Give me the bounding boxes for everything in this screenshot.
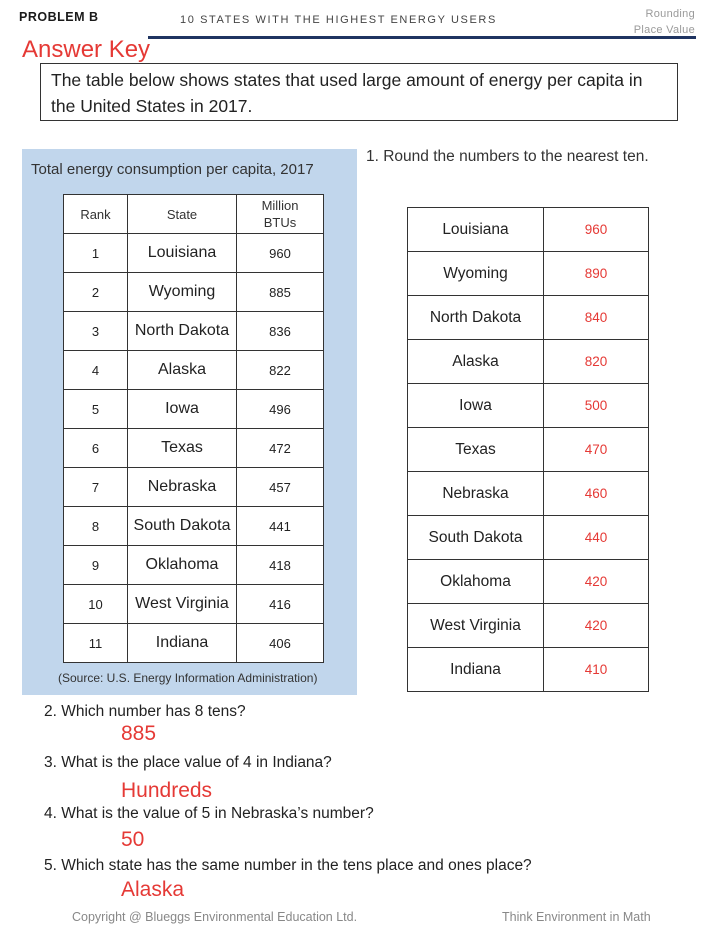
state-cell: Louisiana <box>408 208 544 252</box>
rank-cell: 7 <box>64 468 128 507</box>
rounded-table <box>407 207 649 692</box>
state-cell: Louisiana <box>128 234 237 273</box>
state-cell: Indiana <box>408 648 544 692</box>
energy-table-header <box>64 195 324 234</box>
intro-box: The table below shows states that used large amount of energy per capita in the United States in 2017. <box>40 63 678 121</box>
rounded-value-cell: 890 <box>544 252 649 296</box>
rounded-value-cell: 420 <box>544 604 649 648</box>
table-row <box>64 312 324 351</box>
table-row <box>408 648 649 692</box>
header-rank: Rank <box>64 195 128 234</box>
rank-cell: 4 <box>64 351 128 390</box>
answer-key-label: Answer Key <box>22 36 151 63</box>
value-cell: 496 <box>237 390 324 429</box>
question-4-answer: 50 <box>121 828 145 851</box>
table-row <box>64 429 324 468</box>
energy-table-title: Total energy consumption per capita, 2017 <box>31 161 314 178</box>
state-cell: West Virginia <box>408 604 544 648</box>
value-cell: 822 <box>237 351 324 390</box>
value-cell: 960 <box>237 234 324 273</box>
state-cell: Nebraska <box>408 472 544 516</box>
state-cell: Wyoming <box>408 252 544 296</box>
table-row <box>64 234 324 273</box>
source-note: (Source: U.S. Energy Information Administration) <box>58 671 318 685</box>
footer-tagline: Think Environment in Math <box>502 910 651 924</box>
rounded-value-cell: 840 <box>544 296 649 340</box>
value-cell: 885 <box>237 273 324 312</box>
rank-cell: 8 <box>64 507 128 546</box>
table-row <box>408 296 649 340</box>
question-2-text: 2. Which number has 8 tens? <box>44 703 246 720</box>
rank-cell: 5 <box>64 390 128 429</box>
header-title: 10 STATES WITH THE HIGHEST ENERGY USERS <box>180 14 497 26</box>
rank-cell: 9 <box>64 546 128 585</box>
value-cell: 836 <box>237 312 324 351</box>
value-cell: 416 <box>237 585 324 624</box>
state-cell: Iowa <box>408 384 544 428</box>
rank-cell: 3 <box>64 312 128 351</box>
table-row <box>408 384 649 428</box>
state-cell: West Virginia <box>128 585 237 624</box>
table-row <box>408 428 649 472</box>
state-cell: Texas <box>128 429 237 468</box>
table-row <box>64 507 324 546</box>
state-cell: Alaska <box>408 340 544 384</box>
state-cell: Wyoming <box>128 273 237 312</box>
state-cell: Oklahoma <box>408 560 544 604</box>
state-cell: North Dakota <box>128 312 237 351</box>
header-topic <box>634 6 695 38</box>
question-2-answer: 885 <box>121 722 157 745</box>
rank-cell: 1 <box>64 234 128 273</box>
table-row <box>408 208 649 252</box>
value-cell: 441 <box>237 507 324 546</box>
table-row <box>408 604 649 648</box>
question-3-answer: Hundreds <box>121 779 213 802</box>
header-rule <box>148 36 696 39</box>
state-cell: Alaska <box>128 351 237 390</box>
rounded-value-cell: 470 <box>544 428 649 472</box>
energy-table <box>63 194 324 663</box>
state-cell: North Dakota <box>408 296 544 340</box>
state-cell: South Dakota <box>128 507 237 546</box>
rank-cell: 6 <box>64 429 128 468</box>
question-4-text: 4. What is the value of 5 in Nebraska’s number? <box>44 805 374 822</box>
header-value-line2: BTUs <box>263 215 297 230</box>
table-row <box>64 468 324 507</box>
rounded-value-cell: 500 <box>544 384 649 428</box>
table-row <box>64 273 324 312</box>
header-value <box>237 195 324 234</box>
value-cell: 472 <box>237 429 324 468</box>
rounded-value-cell: 440 <box>544 516 649 560</box>
question-1-text: 1. Round the numbers to the nearest ten. <box>366 148 649 165</box>
question-5-text: 5. Which state has the same number in the tens place and ones place? <box>44 857 532 874</box>
header-state: State <box>128 195 237 234</box>
rank-cell: 2 <box>64 273 128 312</box>
rounded-value-cell: 820 <box>544 340 649 384</box>
rounded-value-cell: 460 <box>544 472 649 516</box>
state-cell: Nebraska <box>128 468 237 507</box>
rounded-value-cell: 410 <box>544 648 649 692</box>
rank-cell: 10 <box>64 585 128 624</box>
rounded-value-cell: 420 <box>544 560 649 604</box>
value-cell: 457 <box>237 468 324 507</box>
value-cell: 406 <box>237 624 324 663</box>
table-row <box>64 585 324 624</box>
topic-place-value: Place Value <box>633 24 695 36</box>
table-row <box>64 546 324 585</box>
question-3-text: 3. What is the place value of 4 in Indiana? <box>44 754 332 771</box>
state-cell: Oklahoma <box>128 546 237 585</box>
state-cell: Texas <box>408 428 544 472</box>
table-row <box>408 516 649 560</box>
header-value-line1: Million <box>261 198 299 213</box>
state-cell: South Dakota <box>408 516 544 560</box>
topic-rounding: Rounding <box>645 8 695 20</box>
state-cell: Iowa <box>128 390 237 429</box>
question-5-answer: Alaska <box>121 878 185 901</box>
table-row <box>408 560 649 604</box>
table-row <box>408 472 649 516</box>
value-cell: 418 <box>237 546 324 585</box>
table-row <box>408 340 649 384</box>
table-row <box>64 390 324 429</box>
table-row <box>64 624 324 663</box>
rank-cell: 11 <box>64 624 128 663</box>
state-cell: Indiana <box>128 624 237 663</box>
table-row <box>64 351 324 390</box>
rounded-value-cell: 960 <box>544 208 649 252</box>
copyright-notice: Copyright @ Blueggs Environmental Education Ltd. <box>72 910 358 924</box>
problem-label: PROBLEM B <box>19 10 99 24</box>
table-row <box>408 252 649 296</box>
